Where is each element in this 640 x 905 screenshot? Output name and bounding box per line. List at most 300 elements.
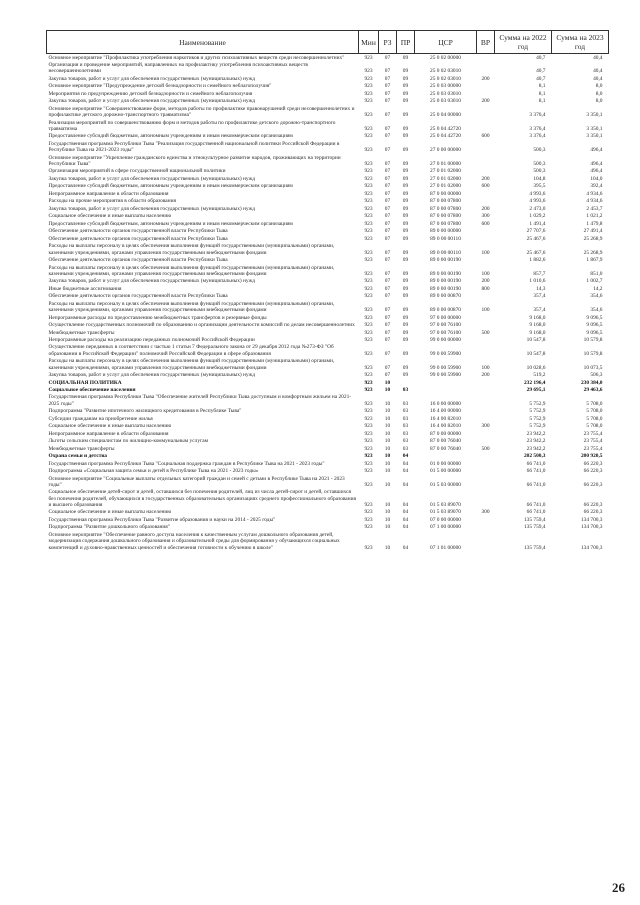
cell-sum-2023: 66 220,3 xyxy=(583,509,603,516)
cell-sum-2023: 8,0 xyxy=(595,83,603,90)
cell-pr: 09 xyxy=(402,90,409,97)
cell-csr: 87 0 00 07800 xyxy=(430,213,461,220)
cell-name: Подпрограмма "Развитие дошкольного образования" xyxy=(48,524,170,531)
cell-csr: 97 0 00 00000 xyxy=(430,314,461,321)
cell-csr: 89 0 00 00190 xyxy=(430,257,461,264)
cell-vr xyxy=(477,453,495,460)
cell-min: 923 xyxy=(364,125,373,132)
cell-csr: 97 0 00 76100 xyxy=(430,329,461,336)
cell-pr: 04 xyxy=(402,509,409,516)
cell-rz: 10 xyxy=(384,408,391,415)
cell-pr: 09 xyxy=(402,364,409,371)
cell-name: Закупка товаров, работ и услуг для обеспечения государственных (муниципальных) нужд xyxy=(48,205,256,212)
table-row xyxy=(47,105,609,119)
cell-sum-2022: 8,1 xyxy=(538,90,546,97)
cell-vr xyxy=(477,531,495,551)
cell-sum-2023: 851,0 xyxy=(590,270,603,277)
cell-csr: 16 4 00 82010 xyxy=(430,423,461,430)
cell-name: Обеспечение деятельности органов государственной власти Республики Тыва xyxy=(48,235,228,242)
cell-sum-2022: 395,5 xyxy=(533,183,546,190)
cell-sum-2023: 5 708,0 xyxy=(586,408,603,415)
cell-min: 923 xyxy=(364,453,373,460)
cell-name: Предоставление субсидий бюджетным, автономным учреждениям и иным некоммерческим организациям xyxy=(48,133,293,140)
cell-sum-2022: 25 467,6 xyxy=(526,249,546,256)
cell-sum-2022: 66 741,0 xyxy=(526,502,546,508)
cell-rz: 07 xyxy=(384,125,391,132)
cell-pr: 09 xyxy=(402,198,409,205)
cell-name: СОЦИАЛЬНАЯ ПОЛИТИКА xyxy=(48,379,122,386)
cell-name: Расходы на выплаты персоналу в целях обеспечения выполнения функций государственными (муниципальными) органами, казенными учреждениями, органами управления государственными внебюджетными фондами xyxy=(48,264,335,277)
cell-pr: 03 xyxy=(402,387,409,393)
table-row xyxy=(47,154,609,168)
cell-pr: 09 xyxy=(402,329,409,336)
cell-sum-2022: 8,1 xyxy=(538,98,546,105)
cell-pr: 09 xyxy=(402,293,409,300)
cell-csr: 89 0 00 00870 xyxy=(430,307,461,314)
cell-name: Расходы на прочие мероприятия в области образования xyxy=(48,198,176,205)
cell-sum-2023: 25 268,9 xyxy=(583,249,603,256)
cell-rz: 10 xyxy=(384,468,391,475)
cell-sum-2023: 23 755,4 xyxy=(583,445,603,452)
cell-pr: 04 xyxy=(402,453,409,460)
cell-vr: 800 xyxy=(481,285,490,292)
cell-pr: 04 xyxy=(402,468,409,475)
table-row xyxy=(47,83,609,90)
cell-pr: 04 xyxy=(402,481,409,488)
cell-sum-2022: 232 196,4 xyxy=(523,379,546,386)
cell-vr xyxy=(477,314,495,321)
cell-csr: 87 0 00 76040 xyxy=(430,438,461,445)
cell-csr: 07 1 00 00000 xyxy=(430,524,461,531)
cell-sum-2022: 135 759,4 xyxy=(523,544,546,551)
cell-sum-2023: 10 579,8 xyxy=(583,350,603,357)
cell-pr: 09 xyxy=(402,168,409,175)
cell-rz: 10 xyxy=(384,430,391,437)
cell-rz: 10 xyxy=(384,502,391,508)
cell-rz: 07 xyxy=(384,160,391,167)
cell-vr xyxy=(477,321,495,328)
cell-sum-2022: 29 695,1 xyxy=(526,387,546,393)
cell-vr xyxy=(477,90,495,97)
cell-sum-2022: 10 547,8 xyxy=(526,336,546,343)
cell-rz: 07 xyxy=(384,220,391,227)
cell-vr xyxy=(477,293,495,300)
cell-name: Осуществление государственных полномочий по образованию и организации деятельности комиссий по делам несовершеннолетних xyxy=(48,322,355,329)
cell-pr: 09 xyxy=(402,228,409,235)
cell-name: Закупка товаров, работ и услуг для обеспечения государственных (муниципальных) нужд xyxy=(48,75,256,82)
cell-sum-2023: 496,4 xyxy=(590,147,603,154)
cell-name: Социальное обеспечение населения xyxy=(48,387,136,393)
cell-name: Льготы сельским специалистам по жилищно-коммунальным услугам xyxy=(48,438,209,445)
cell-name: Основное мероприятие "Предупреждение детской безнадзорности и семейного неблагополучия" xyxy=(48,83,272,90)
cell-rz: 07 xyxy=(384,228,391,235)
cell-vr xyxy=(477,140,495,154)
cell-sum-2023: 5 708,0 xyxy=(586,415,603,422)
cell-vr: 200 xyxy=(481,278,490,285)
cell-pr: 09 xyxy=(402,270,409,277)
cell-pr: 03 xyxy=(402,423,409,430)
cell-csr: 89 0 00 00110 xyxy=(430,235,461,242)
cell-sum-2023: 506,3 xyxy=(590,372,603,379)
cell-sum-2022: 66 741,0 xyxy=(526,460,546,467)
header-sum-2023: Сумма на 2023 год xyxy=(552,31,609,54)
table-row xyxy=(47,314,609,321)
cell-min: 923 xyxy=(364,220,373,227)
cell-rz: 07 xyxy=(384,90,391,97)
cell-min: 923 xyxy=(364,387,373,393)
cell-csr: 01 0 00 00000 xyxy=(430,460,461,467)
cell-min: 923 xyxy=(364,408,373,415)
cell-csr: 87 0 00 76040 xyxy=(430,445,461,452)
cell-rz: 07 xyxy=(384,307,391,314)
cell-rz: 10 xyxy=(384,438,391,445)
cell-pr: 09 xyxy=(402,112,409,119)
cell-min: 923 xyxy=(364,213,373,220)
cell-csr: 89 0 00 00190 xyxy=(430,285,461,292)
cell-min: 923 xyxy=(364,235,373,242)
cell-pr: 09 xyxy=(402,133,409,140)
cell-vr: 100 xyxy=(481,249,490,256)
cell-csr xyxy=(415,386,477,393)
cell-rz: 07 xyxy=(384,336,391,343)
header-pr: ПР xyxy=(397,31,415,54)
cell-csr: 25 0 03 03010 xyxy=(430,90,461,97)
cell-rz: 10 xyxy=(384,387,391,393)
cell-min: 923 xyxy=(364,524,373,531)
cell-rz: 10 xyxy=(384,453,391,460)
cell-sum-2022: 27 707,6 xyxy=(526,228,546,235)
cell-pr: 09 xyxy=(402,322,409,329)
table-row xyxy=(47,408,609,415)
cell-rz: 07 xyxy=(384,350,391,357)
cell-sum-2022: 66 741,0 xyxy=(526,509,546,516)
cell-sum-2023: 5 708,0 xyxy=(586,400,603,407)
cell-pr: 03 xyxy=(402,438,409,445)
cell-rz: 07 xyxy=(384,83,391,90)
cell-sum-2022: 5 752,9 xyxy=(529,408,546,415)
cell-name: Охрана семьи и детства xyxy=(48,453,107,460)
cell-sum-2022: 3 376,4 xyxy=(529,133,546,140)
table-row xyxy=(47,235,609,242)
cell-csr: 99 0 00 00000 xyxy=(430,336,461,343)
table-row xyxy=(47,453,609,460)
cell-pr: 03 xyxy=(402,400,409,407)
cell-vr: 300 xyxy=(481,213,490,220)
cell-min: 923 xyxy=(364,168,373,175)
table-row xyxy=(47,415,609,422)
cell-csr: 27 0 01 02000 xyxy=(430,175,461,182)
table-row xyxy=(47,336,609,343)
cell-sum-2022: 9 168,0 xyxy=(529,322,546,329)
cell-name: Государственная программа Республики Тыва "Развитие образования и науки на 2014 - 2025 годы" xyxy=(48,516,276,523)
cell-sum-2023: 66 220,3 xyxy=(583,481,603,488)
cell-sum-2022: 9 168,0 xyxy=(529,314,546,321)
cell-rz: 10 xyxy=(384,544,391,551)
cell-name: Социальное обеспечение и иные выплаты населению xyxy=(48,213,172,220)
cell-csr: 25 0 02 03010 xyxy=(430,75,461,82)
cell-vr xyxy=(477,430,495,437)
cell-min: 923 xyxy=(364,83,373,90)
cell-sum-2023: 9 096,5 xyxy=(586,322,603,329)
cell-vr: 600 xyxy=(481,133,490,140)
cell-pr: 09 xyxy=(402,336,409,343)
cell-sum-2023: 3 350,1 xyxy=(586,133,603,140)
cell-pr: 09 xyxy=(402,183,409,190)
cell-sum-2022: 23 942,2 xyxy=(526,430,546,437)
table-row xyxy=(47,358,609,372)
cell-vr xyxy=(477,524,495,531)
cell-name: Основное мероприятие "Профилактика употребления наркотиков и других психоактивных веществ среди несовершеннолетних" xyxy=(48,54,345,61)
cell-min: 923 xyxy=(364,415,373,422)
header-vr: ВР xyxy=(477,31,495,54)
cell-sum-2023: 1 479,8 xyxy=(586,220,603,227)
cell-min: 923 xyxy=(364,350,373,357)
cell-name: Организация и проведение мероприятий, направленных на профилактику употребления психоактивных веществ несовершеннолетними xyxy=(48,62,308,75)
cell-pr: 09 xyxy=(402,205,409,212)
cell-name: Организация мероприятий в сфере государственной национальной политики xyxy=(48,168,226,175)
cell-csr: 25 0 03 00000 xyxy=(430,83,461,90)
cell-sum-2022: 23 942,2 xyxy=(526,438,546,445)
cell-rz: 07 xyxy=(384,329,391,336)
cell-sum-2023: 104,0 xyxy=(590,175,603,182)
cell-min: 923 xyxy=(364,133,373,140)
cell-rz: 10 xyxy=(384,379,391,386)
cell-rz: 07 xyxy=(384,364,391,371)
cell-vr: 200 xyxy=(481,175,490,182)
cell-sum-2023: 134 700,3 xyxy=(580,524,603,531)
cell-vr xyxy=(477,468,495,475)
cell-pr: 03 xyxy=(402,430,409,437)
cell-vr xyxy=(477,438,495,445)
cell-sum-2023: 3 350,1 xyxy=(586,112,603,119)
cell-sum-2022: 500,3 xyxy=(533,168,546,175)
cell-rz: 07 xyxy=(384,183,391,190)
cell-rz: 10 xyxy=(384,423,391,430)
cell-rz: 07 xyxy=(384,314,391,321)
table-row xyxy=(47,430,609,437)
cell-name: Непрограммное направление в области образования xyxy=(48,190,169,197)
cell-sum-2023: 1 021,2 xyxy=(586,213,603,220)
cell-name: Предоставление субсидий бюджетным, автономным учреждениям и иным некоммерческим организациям xyxy=(48,220,293,227)
cell-name: Непрограммное направление в области образования xyxy=(48,430,169,437)
cell-rz: 07 xyxy=(384,372,391,379)
cell-csr: 07 1 01 00000 xyxy=(430,544,461,551)
table-row xyxy=(47,423,609,430)
cell-vr: 100 xyxy=(481,307,490,314)
cell-sum-2023: 40,4 xyxy=(593,75,603,82)
cell-pr: 09 xyxy=(402,249,409,256)
cell-sum-2023: 1 867,9 xyxy=(586,257,603,264)
cell-sum-2022: 357,4 xyxy=(533,293,546,300)
cell-rz: 10 xyxy=(384,400,391,407)
cell-name: Социальное обеспечение и иные выплаты населению xyxy=(48,509,172,516)
table-row xyxy=(47,531,609,551)
cell-name: Основное мероприятие "Социальные выплаты отдельных категорий граждан и семей с детьми в Республике Тыва на 2021 - 2023 годы" xyxy=(48,475,345,488)
table-row xyxy=(47,321,609,328)
cell-sum-2023: 27 491,4 xyxy=(583,228,603,235)
cell-csr xyxy=(415,379,477,386)
cell-vr: 100 xyxy=(481,270,490,277)
cell-min: 923 xyxy=(364,175,373,182)
cell-min: 923 xyxy=(364,481,373,488)
cell-min: 923 xyxy=(364,270,373,277)
table-row xyxy=(47,168,609,175)
page-number: 26 xyxy=(612,880,625,895)
cell-vr xyxy=(477,394,495,408)
cell-sum-2022: 5 752,9 xyxy=(529,415,546,422)
cell-sum-2022: 135 759,4 xyxy=(523,524,546,531)
table-row xyxy=(47,140,609,154)
table-row xyxy=(47,220,609,227)
cell-name: Закупка товаров, работ и услуг для обеспечения государственных (муниципальных) нужд xyxy=(48,98,256,105)
cell-sum-2023: 25 268,9 xyxy=(583,235,603,242)
cell-sum-2023: 230 384,0 xyxy=(580,379,603,386)
cell-min: 923 xyxy=(364,438,373,445)
cell-vr xyxy=(477,415,495,422)
cell-vr: 500 xyxy=(481,445,490,452)
cell-name: Осуществление переданных в соответствии с частью 1 статьи 7 Федерального закона от 29 декабря 2012 года №273-ФЗ "Об образовании в Российской Федерации" полномочий Российской Федерации в сфере образования xyxy=(48,344,334,357)
cell-rz: 10 xyxy=(384,460,391,467)
table-row xyxy=(47,256,609,263)
cell-pr: 09 xyxy=(402,257,409,264)
table-row xyxy=(47,524,609,531)
cell-pr: 03 xyxy=(402,445,409,452)
table-row xyxy=(47,475,609,489)
cell-pr: 04 xyxy=(402,502,409,508)
cell-min: 923 xyxy=(364,68,373,75)
cell-sum-2022: 40,7 xyxy=(536,68,546,75)
budget-table xyxy=(46,30,609,551)
cell-name: Государственная программа Республики Тыва "Социальная поддержка граждан в Республике Тыва на 2021 - 2023 годы" xyxy=(48,460,325,467)
cell-vr: 200 xyxy=(481,372,490,379)
cell-sum-2023: 4 934,6 xyxy=(586,190,603,197)
cell-min: 923 xyxy=(364,400,373,407)
cell-csr: 27 0 00 00000 xyxy=(430,147,461,154)
cell-min: 923 xyxy=(364,364,373,371)
cell-sum-2023: 23 755,4 xyxy=(583,438,603,445)
cell-sum-2023: 66 220,3 xyxy=(583,468,603,475)
table-row xyxy=(47,438,609,445)
cell-sum-2023: 14,2 xyxy=(593,285,603,292)
cell-pr: 09 xyxy=(402,75,409,82)
cell-sum-2022: 3 376,4 xyxy=(529,125,546,132)
cell-min: 923 xyxy=(364,112,373,119)
table-row xyxy=(47,509,609,516)
cell-sum-2022: 5 752,9 xyxy=(529,400,546,407)
cell-rz: 07 xyxy=(384,168,391,175)
cell-min: 923 xyxy=(364,285,373,292)
cell-csr xyxy=(415,453,477,460)
cell-csr: 01 5 03 89070 xyxy=(430,502,461,508)
table-row xyxy=(47,344,609,358)
cell-min: 923 xyxy=(364,293,373,300)
cell-vr xyxy=(477,105,495,119)
cell-csr: 89 0 00 00190 xyxy=(430,270,461,277)
cell-sum-2023: 40,4 xyxy=(593,54,603,61)
cell-sum-2022: 40,7 xyxy=(536,75,546,82)
cell-csr: 07 0 00 00000 xyxy=(430,516,461,523)
cell-sum-2023: 8,0 xyxy=(595,98,603,105)
cell-sum-2023: 23 755,4 xyxy=(583,430,603,437)
cell-rz: 07 xyxy=(384,322,391,329)
cell-vr: 600 xyxy=(481,183,490,190)
cell-vr xyxy=(477,154,495,168)
cell-sum-2022: 66 741,0 xyxy=(526,481,546,488)
cell-name: Основное мероприятие "Обеспечение равного доступа населения к качественным услугам дошкольного образования детей, модернизация содержания дошкольного образования и образовательной среды для формирования у обучающихся социальных компетенций и духовно-нравственных ценностей и обеспечения готовности к обучению в школе" xyxy=(48,531,340,551)
cell-min: 923 xyxy=(364,190,373,197)
cell-csr: 99 0 00 59900 xyxy=(430,364,461,371)
table-row xyxy=(47,394,609,408)
cell-vr xyxy=(477,83,495,90)
cell-vr: 200 xyxy=(481,205,490,212)
cell-vr: 600 xyxy=(481,220,490,227)
cell-pr: 09 xyxy=(402,235,409,242)
cell-rz: 07 xyxy=(384,98,391,105)
cell-csr: 27 0 01 02000 xyxy=(430,183,461,190)
cell-sum-2023: 66 220,3 xyxy=(583,460,603,467)
cell-csr: 87 0 00 00000 xyxy=(430,430,461,437)
cell-pr: 09 xyxy=(402,68,409,75)
cell-rz: 07 xyxy=(384,257,391,264)
cell-name: Расходы на выплаты персоналу в целях обеспечения выполнения функций государственными (муниципальными) органами, казенными учреждениями, органами управления государственными внебюджетными фондами xyxy=(48,358,335,371)
cell-min: 923 xyxy=(364,379,373,386)
cell-name: Государственная программа Республики Тыва "Реализация государственной национальной политики Российской Федерации в Республике Тыва на 2021-2023 годы" xyxy=(48,140,340,154)
cell-sum-2022: 40,7 xyxy=(536,54,546,61)
cell-pr: 03 xyxy=(402,415,409,422)
cell-pr: 09 xyxy=(402,307,409,314)
cell-csr: 27 0 01 02000 xyxy=(430,168,461,175)
table-row xyxy=(47,175,609,182)
table-row xyxy=(47,61,609,75)
cell-name: Подпрограмма «Социальная защита семьи и детей в Республике Тыва на 2021 - 2023 годы» xyxy=(48,468,259,475)
cell-rz: 07 xyxy=(384,133,391,140)
cell-sum-2022: 1 882,6 xyxy=(529,257,546,264)
cell-name: Закупка товаров, работ и услуг для обеспечения государственных (муниципальных) нужд xyxy=(48,175,256,182)
cell-sum-2023: 3 350,1 xyxy=(586,125,603,132)
cell-vr: 300 xyxy=(481,423,490,430)
cell-csr: 25 0 03 03010 xyxy=(430,98,461,105)
cell-sum-2022: 8,1 xyxy=(538,83,546,90)
header-csr: ЦСР xyxy=(415,31,477,54)
cell-sum-2022: 202 500,3 xyxy=(523,453,546,460)
cell-pr: 09 xyxy=(402,175,409,182)
table-row xyxy=(47,379,609,386)
cell-sum-2023: 8,0 xyxy=(595,90,603,97)
cell-sum-2022: 357,4 xyxy=(533,307,546,314)
table-row xyxy=(47,264,609,278)
cell-name: Подпрограмма "Развитие ипотечного жилищного кредитования в Республике Тыва" xyxy=(48,408,242,415)
cell-name: Мероприятия по предупреждению детской безнадзорности и семейного неблагополучия xyxy=(48,90,253,97)
cell-name: Реализация мероприятий по совершенствованию форм и методов работы по профилактике детского дорожно-транспортного травматизма xyxy=(48,119,336,132)
header-min: Мин xyxy=(359,31,379,54)
cell-sum-2022: 4 993,6 xyxy=(529,198,546,205)
cell-vr: 300 xyxy=(481,509,490,516)
cell-rz: 07 xyxy=(384,278,391,285)
cell-sum-2022: 1 029,2 xyxy=(529,213,546,220)
table-row xyxy=(47,300,609,314)
cell-sum-2022: 3 376,4 xyxy=(529,112,546,119)
header-name: Наименование xyxy=(47,31,359,54)
cell-name: Межбюджетные трансферты xyxy=(48,329,115,336)
cell-min: 923 xyxy=(364,423,373,430)
cell-rz: 07 xyxy=(384,213,391,220)
cell-rz: 10 xyxy=(384,415,391,422)
cell-sum-2023: 1 002,7 xyxy=(586,278,603,285)
cell-min: 923 xyxy=(364,307,373,314)
cell-vr xyxy=(477,235,495,242)
table-row xyxy=(47,183,609,190)
cell-pr: 09 xyxy=(402,125,409,132)
